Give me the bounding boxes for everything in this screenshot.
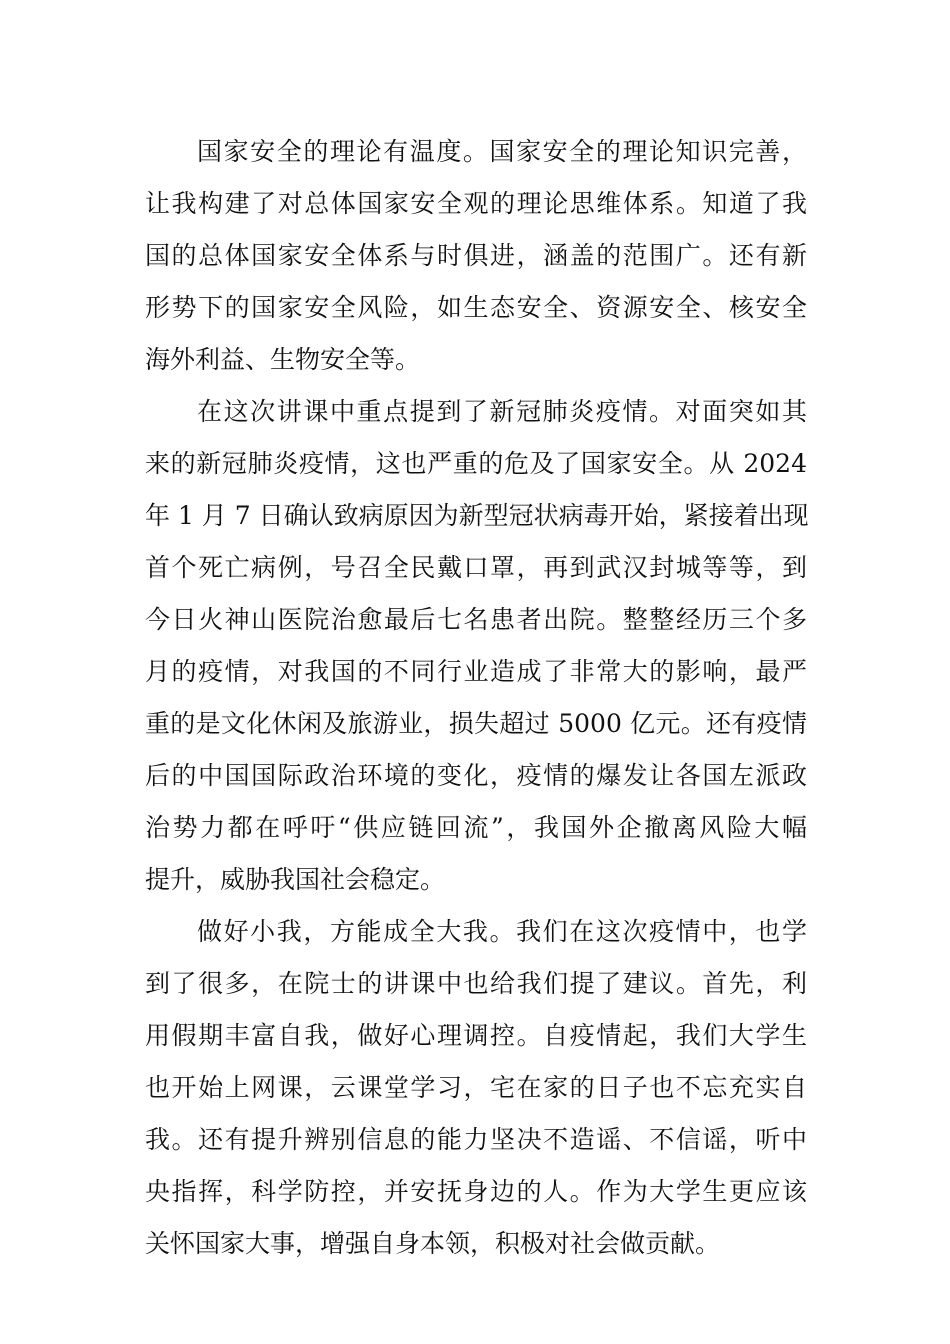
text-line: 我。还有提升辨别信息的能力坚决不造谣、不信谣，听中	[145, 1125, 807, 1154]
text-line: 也开始上网课，云课堂学习，宅在家的日子也不忘充实自	[145, 1073, 807, 1102]
text-line: 到了很多，在院士的讲课中也给我们提了建议。首先，利	[145, 969, 807, 998]
text-line: 形势下的国家安全风险，如生态安全、资源安全、核安全	[145, 293, 807, 322]
paragraph-student-responsibility	[145, 906, 807, 1270]
document-body	[145, 126, 807, 1270]
text-line: 海外利益、生物安全等。	[145, 345, 421, 374]
text-line: 治势力都在呼吁“供应链回流”，我国外企撤离风险大幅	[145, 813, 807, 842]
paragraph-epidemic-impact	[145, 386, 807, 906]
text-line: 国的总体国家安全体系与时俱进，涵盖的范围广。还有新	[145, 241, 807, 270]
text-line: 做好小我，方能成全大我。我们在这次疫情中，也学	[197, 917, 807, 946]
text-line: 关怀国家大事，增强自身本领，积极对社会做贡献。	[145, 1229, 721, 1258]
text-line: 在这次讲课中重点提到了新冠肺炎疫情。对面突如其	[197, 397, 807, 426]
text-line: 让我构建了对总体国家安全观的理论思维体系。知道了我	[145, 189, 807, 218]
text-line: 后的中国国际政治环境的变化，疫情的爆发让各国左派政	[145, 761, 807, 790]
text-line: 年 1 月 7 日确认致病原因为新型冠状病毒开始，紧接着出现	[145, 501, 809, 530]
paragraph-national-security-theory	[145, 126, 807, 386]
text-line: 来的新冠肺炎疫情，这也严重的危及了国家安全。从 2024	[145, 449, 807, 478]
text-line: 首个死亡病例，号召全民戴口罩，再到武汉封城等等，到	[145, 553, 807, 582]
text-line: 重的是文化休闲及旅游业，损失超过 5000 亿元。还有疫情	[145, 709, 807, 738]
text-line: 月的疫情，对我国的不同行业造成了非常大的影响，最严	[145, 657, 807, 686]
text-line: 国家安全的理论有温度。国家安全的理论知识完善，	[197, 137, 807, 166]
text-line: 今日火神山医院治愈最后七名患者出院。整整经历三个多	[145, 605, 807, 634]
text-line: 央指挥，科学防控，并安抚身边的人。作为大学生更应该	[145, 1177, 807, 1206]
text-line: 用假期丰富自我，做好心理调控。自疫情起，我们大学生	[145, 1021, 807, 1050]
text-line: 提升，威胁我国社会稳定。	[145, 865, 446, 894]
